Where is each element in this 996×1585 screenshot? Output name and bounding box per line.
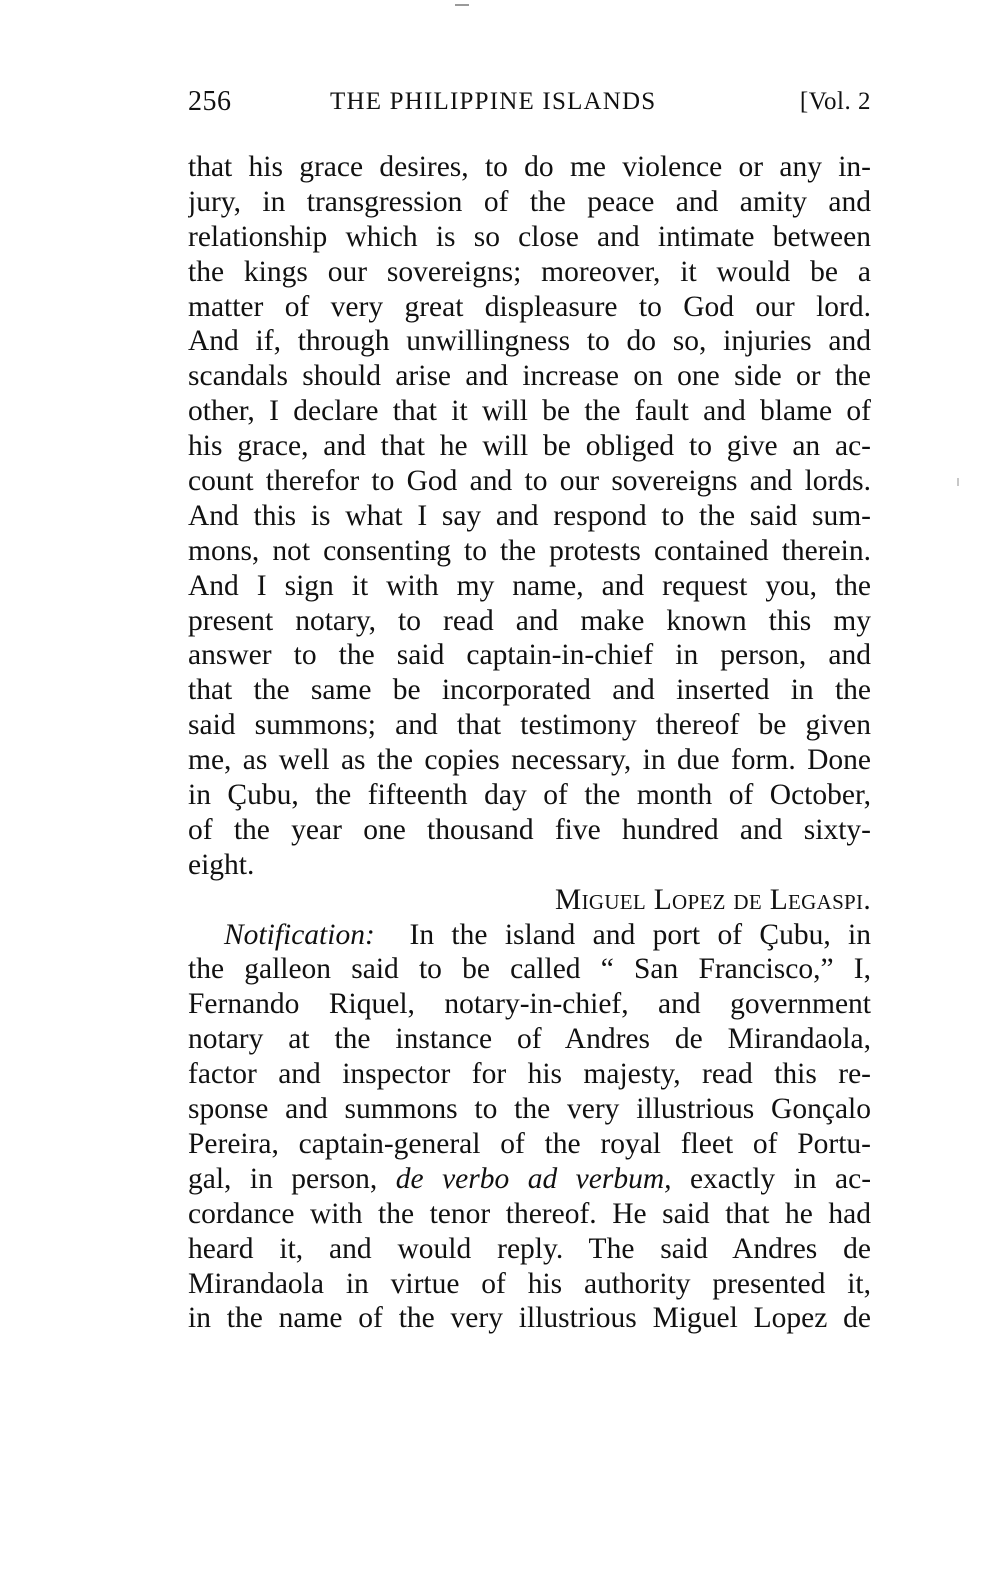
text-line: sponse and summons to the very illustrious Gonçalo xyxy=(188,1093,871,1126)
text-line: And this is what I say and respond to the said sum- xyxy=(188,499,871,532)
text-line: in the name of the very illustrious Miguel Lopez de xyxy=(188,1302,871,1335)
text-fragment: In the island and port of Çubu, in xyxy=(409,918,871,951)
text-line: And if, through unwillingness to do so, injuries and xyxy=(188,325,871,358)
text-line: Fernando Riquel, notary-in-chief, and government xyxy=(188,988,871,1021)
text-line: other, I declare that it will be the fault and blame of xyxy=(188,395,871,428)
text-fragment: exactly in ac- xyxy=(689,1162,871,1195)
signature: Miguel Lopez de Legaspi. xyxy=(555,883,871,916)
text-line: count therefor to God and to our sovereigns and lords. xyxy=(188,465,871,498)
text-line: the galleon said to be called “ San Francisco,” I, xyxy=(188,953,871,986)
text-line: that his grace desires, to do me violence or any in- xyxy=(188,151,871,183)
running-header xyxy=(188,86,871,126)
text-line: jury, in transgression of the peace and amity and xyxy=(188,185,871,218)
text-line: of the year one thousand five hundred and sixty- xyxy=(188,813,871,846)
notification-first-line xyxy=(188,918,871,953)
text-line: cordance with the tenor thereof. He said that he had xyxy=(188,1197,871,1230)
text-fragment: gal, in person, xyxy=(188,1162,378,1195)
text-line: his grace, and that he will be obliged to give an ac- xyxy=(188,430,871,463)
text-line: matter of very great displeasure to God our lord. xyxy=(188,290,871,323)
text-line: said summons; and that testimony thereof be given xyxy=(188,709,871,742)
latin-phrase: de verbo ad verbum, xyxy=(395,1162,672,1195)
text-line: me, as well as the copies necessary, in due form. Done xyxy=(188,744,871,777)
body-text xyxy=(188,150,871,1336)
text-line: Pereira, captain-general of the royal fleet of Portu- xyxy=(188,1127,871,1160)
text-line: answer to the said captain-in-chief in person, and xyxy=(188,639,871,672)
page-number: 256 xyxy=(188,86,232,117)
text-line: that the same be incorporated and inserted in the xyxy=(188,674,871,707)
text-line: eight. xyxy=(188,848,255,881)
text-line: mons, not consenting to the protests contained therein. xyxy=(188,534,871,567)
text-line: notary at the instance of Andres de Mirandaola, xyxy=(188,1023,871,1056)
notification-label: Notification: xyxy=(224,918,375,951)
text-line: scandals should arise and increase on one side or the xyxy=(188,360,871,393)
volume-label: [Vol. 2 xyxy=(799,88,871,115)
text-line: the kings our sovereigns; moreover, it would be a xyxy=(188,255,871,288)
text-line: relationship which is so close and intimate between xyxy=(188,220,871,253)
text-line: present notary, to read and make known this my xyxy=(188,604,871,637)
text-line: And I sign it with my name, and request you, the xyxy=(188,569,871,602)
scan-artifact xyxy=(957,478,959,486)
text-line: heard it, and would reply. The said Andres de xyxy=(188,1232,871,1265)
text-line: Mirandaola in virtue of his authority presented it, xyxy=(188,1267,871,1300)
running-title: THE PHILIPPINE ISLANDS xyxy=(330,88,657,115)
text-line: in Çubu, the fifteenth day of the month of October, xyxy=(188,779,871,812)
latin-phrase-line xyxy=(188,1162,871,1197)
text-line: factor and inspector for his majesty, read this re- xyxy=(188,1058,871,1091)
scan-artifact xyxy=(455,4,469,6)
